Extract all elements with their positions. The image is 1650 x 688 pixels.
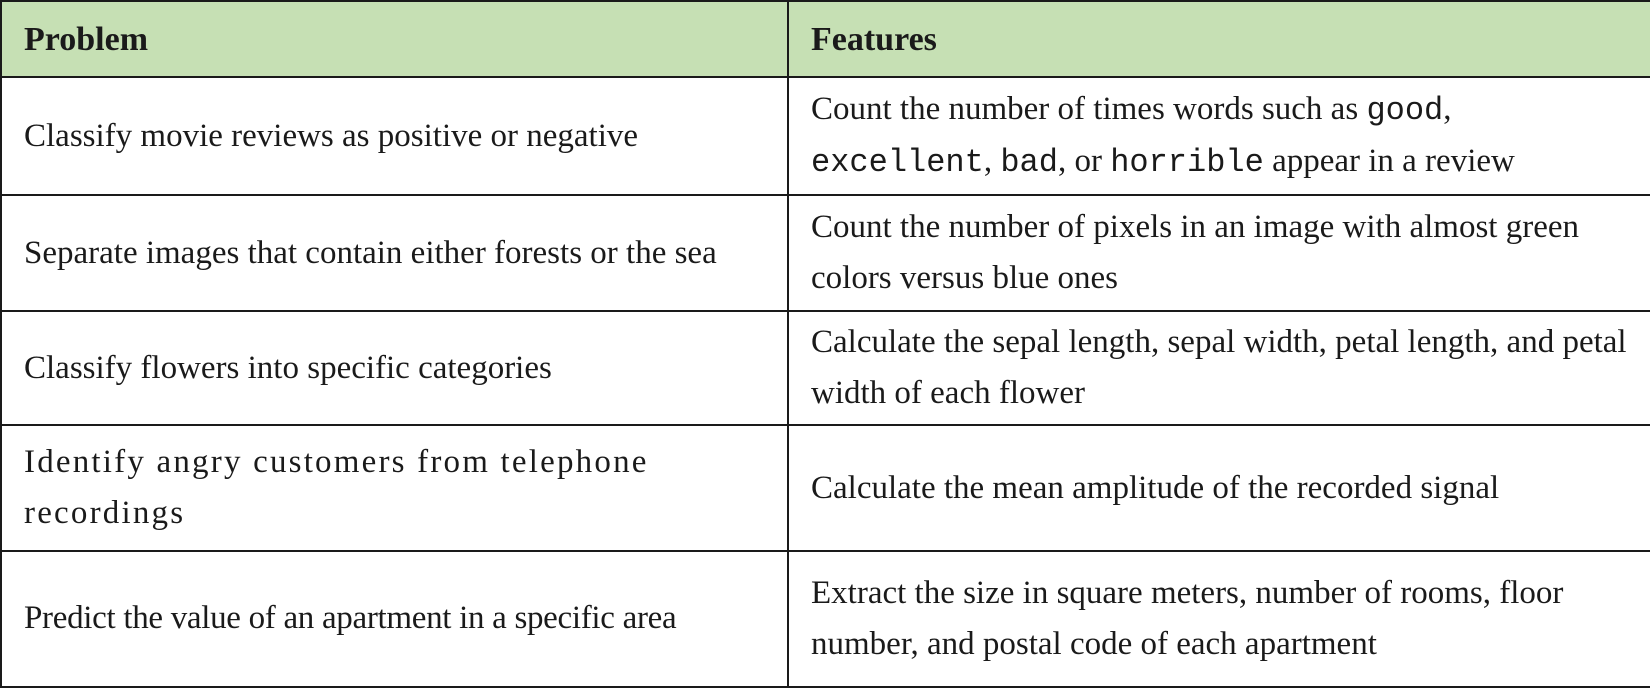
problem-cell: Predict the value of an apartment in a specific area [1, 551, 788, 687]
table-row [1, 77, 1650, 195]
problem-cell: Identify angry customers from telephone recordings [1, 425, 788, 550]
features-cell: Calculate the mean amplitude of the recorded signal [788, 425, 1650, 550]
table-header [1, 1, 1650, 77]
code-word: horrible [1110, 144, 1264, 182]
code-word: bad [1000, 144, 1058, 182]
table-row [1, 551, 1650, 687]
header-problem: Problem [1, 1, 788, 77]
features-text: Count the number of times words such as [811, 91, 1367, 128]
code-word: good [1366, 92, 1444, 130]
features-text: , or [1057, 143, 1111, 180]
header-row [1, 1, 1650, 77]
features-cell: Calculate the sepal length, sepal width, petal length, and petal width of each flower [788, 311, 1650, 425]
features-cell: Count the number of pixels in an image with almost green colors versus blue ones [788, 195, 1650, 311]
features-text: , [983, 143, 1001, 180]
features-cell: Extract the size in square meters, number of rooms, floor number, and postal code of each apartment [788, 551, 1650, 687]
features-cell [788, 77, 1650, 195]
header-features: Features [788, 1, 1650, 77]
table-row [1, 311, 1650, 425]
problem-cell: Separate images that contain either forests or the sea [1, 195, 788, 311]
problem-cell: Classify flowers into specific categories [1, 311, 788, 425]
features-text: , [1443, 91, 1452, 128]
problem-cell: Classify movie reviews as positive or negative [1, 77, 788, 195]
table-row [1, 195, 1650, 311]
features-text: appear in a review [1263, 143, 1515, 180]
table-body [1, 77, 1650, 687]
code-word: excellent [811, 144, 984, 182]
table-row [1, 425, 1650, 550]
